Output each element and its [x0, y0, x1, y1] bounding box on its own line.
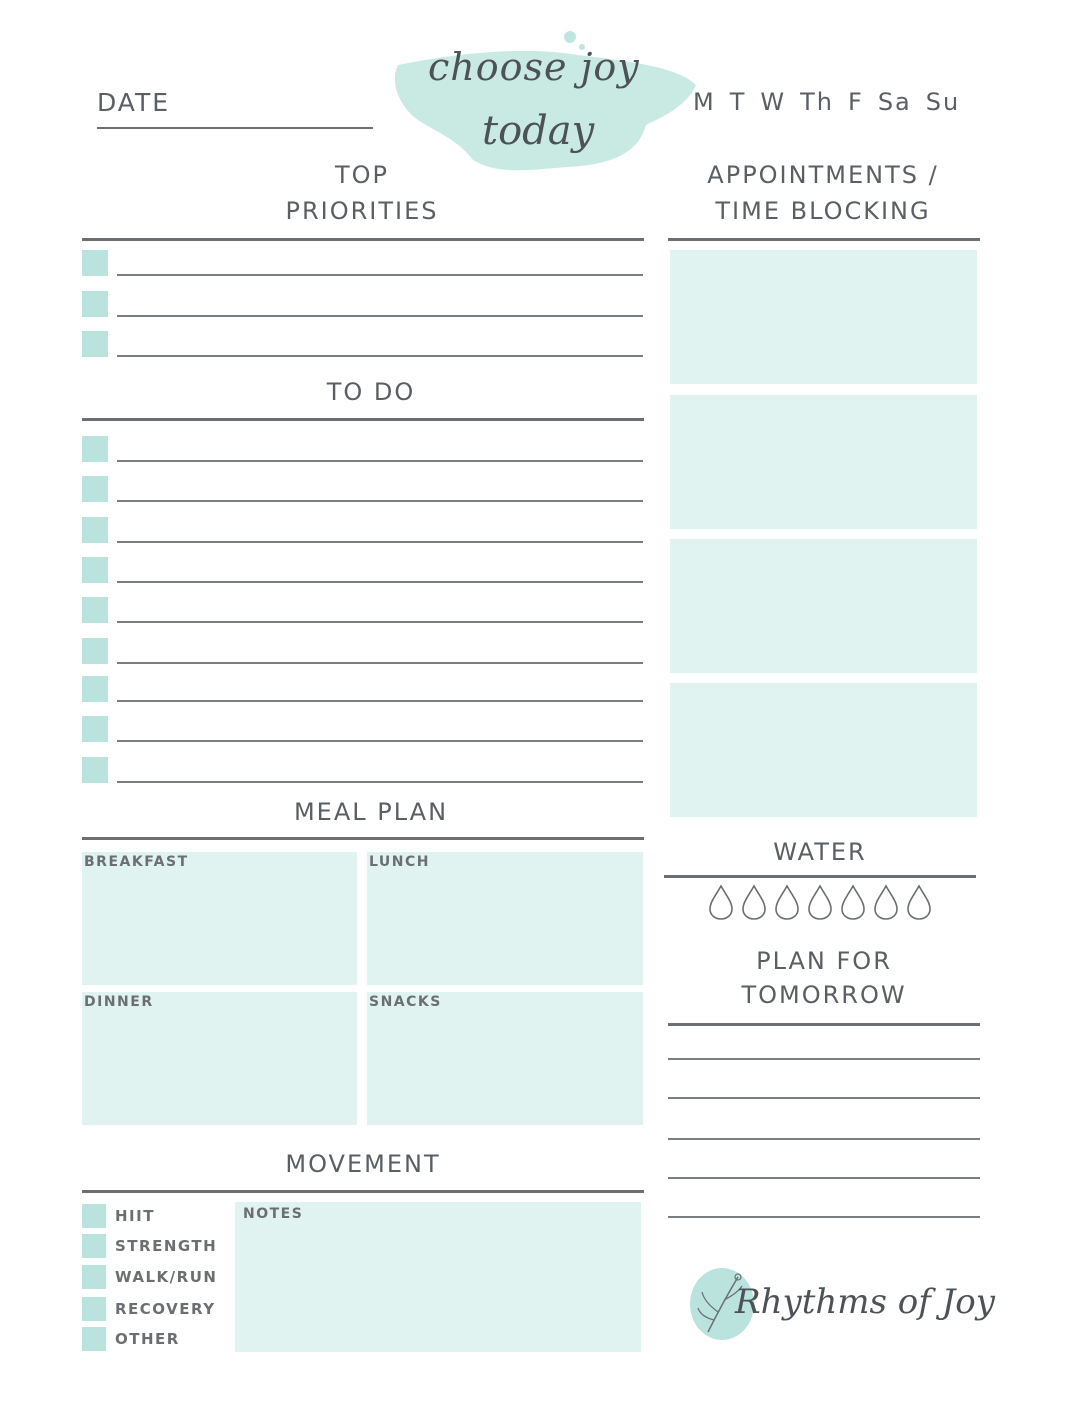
plan-tomorrow-line[interactable] — [668, 1138, 980, 1140]
todo-line[interactable] — [117, 621, 643, 623]
plan-tomorrow-line[interactable] — [668, 1058, 980, 1060]
notes-panel[interactable] — [235, 1202, 641, 1352]
todo-rule — [82, 418, 644, 421]
plan-tomorrow-title: PLAN FOR TOMORROW — [741, 947, 907, 1009]
dinner-label: DINNER — [84, 994, 154, 1010]
priorities-title: TOP PRIORITIES — [285, 161, 439, 225]
weekday-sa[interactable]: Sa — [877, 88, 912, 116]
priorities-rule — [82, 238, 644, 241]
todo-checkbox[interactable] — [82, 757, 108, 783]
todo-checkbox[interactable] — [82, 676, 108, 702]
plan-tomorrow-rule — [668, 1023, 980, 1026]
weekday-su[interactable]: Su — [925, 88, 961, 116]
todo-checkbox[interactable] — [82, 517, 108, 543]
todo-title: TO DO — [326, 378, 416, 406]
todo-checkbox[interactable] — [82, 638, 108, 664]
movement-label: OTHER — [115, 1330, 180, 1348]
appointment-block[interactable] — [670, 250, 977, 384]
priority-checkbox[interactable] — [82, 331, 108, 357]
plan-tomorrow-line[interactable] — [668, 1177, 980, 1179]
todo-line[interactable] — [117, 700, 643, 702]
date-field[interactable] — [97, 127, 373, 129]
movement-label: WALK/RUN — [115, 1268, 218, 1286]
weekday-row — [693, 88, 974, 116]
todo-line[interactable] — [117, 541, 643, 543]
todo-checkbox[interactable] — [82, 597, 108, 623]
date-label: DATE — [97, 88, 171, 117]
breakfast-panel[interactable] — [82, 852, 357, 985]
appointments-title: APPOINTMENTS / TIME BLOCKING — [707, 161, 939, 225]
lunch-label: LUNCH — [369, 854, 430, 870]
weekday-t[interactable]: T — [729, 88, 747, 116]
water-drop-icon[interactable] — [741, 884, 767, 920]
movement-checkbox-hiit[interactable] — [82, 1204, 106, 1228]
lunch-panel[interactable] — [367, 852, 643, 985]
breakfast-label: BREAKFAST — [84, 854, 189, 870]
todo-checkbox[interactable] — [82, 716, 108, 742]
plan-tomorrow-line[interactable] — [668, 1216, 980, 1218]
todo-checkbox[interactable] — [82, 436, 108, 462]
appointment-block[interactable] — [670, 683, 977, 817]
water-drop-icon[interactable] — [708, 884, 734, 920]
movement-checkbox-walk-run[interactable] — [82, 1265, 106, 1289]
appointment-block[interactable] — [670, 395, 977, 529]
todo-line[interactable] — [117, 740, 643, 742]
motto-line-2: today — [482, 108, 595, 154]
movement-checkbox-strength[interactable] — [82, 1234, 106, 1258]
weekday-m[interactable]: M — [693, 88, 716, 116]
priority-checkbox[interactable] — [82, 291, 108, 317]
dinner-panel[interactable] — [82, 992, 357, 1125]
brand-name: Rhythms of Joy — [735, 1282, 995, 1322]
snacks-panel[interactable] — [367, 992, 643, 1125]
movement-label: STRENGTH — [115, 1237, 218, 1255]
water-rule — [664, 875, 976, 878]
water-title: WATER — [773, 838, 867, 866]
snacks-label: SNACKS — [369, 994, 442, 1010]
todo-checkbox[interactable] — [82, 557, 108, 583]
meal-plan-title: MEAL PLAN — [293, 798, 449, 826]
todo-line[interactable] — [117, 781, 643, 783]
movement-label: RECOVERY — [115, 1300, 216, 1318]
todo-checkbox[interactable] — [82, 476, 108, 502]
movement-checkbox-other[interactable] — [82, 1327, 106, 1351]
weekday-w[interactable]: W — [760, 88, 787, 116]
todo-line[interactable] — [117, 500, 643, 502]
plan-tomorrow-line[interactable] — [668, 1097, 980, 1099]
appointment-block[interactable] — [670, 539, 977, 673]
priority-line[interactable] — [117, 315, 643, 317]
todo-line[interactable] — [117, 581, 643, 583]
movement-checkbox-recovery[interactable] — [82, 1297, 106, 1321]
motto-line-1: choose joy — [428, 45, 640, 89]
priority-checkbox[interactable] — [82, 250, 108, 276]
todo-line[interactable] — [117, 460, 643, 462]
weekday-f[interactable]: F — [848, 88, 864, 116]
todo-line[interactable] — [117, 662, 643, 664]
water-drop-icon[interactable] — [906, 884, 932, 920]
priority-line[interactable] — [117, 274, 643, 276]
movement-label: HIIT — [115, 1207, 155, 1225]
water-drop-icon[interactable] — [840, 884, 866, 920]
water-drop-icon[interactable] — [774, 884, 800, 920]
movement-rule — [82, 1190, 644, 1193]
weekday-th[interactable]: Th — [800, 88, 834, 116]
water-drop-icon[interactable] — [807, 884, 833, 920]
notes-label: NOTES — [243, 1206, 304, 1222]
movement-title: MOVEMENT — [285, 1150, 441, 1178]
water-drop-icon[interactable] — [873, 884, 899, 920]
meal-plan-rule — [82, 837, 644, 840]
priority-line[interactable] — [117, 355, 643, 357]
appointments-rule — [668, 238, 980, 241]
